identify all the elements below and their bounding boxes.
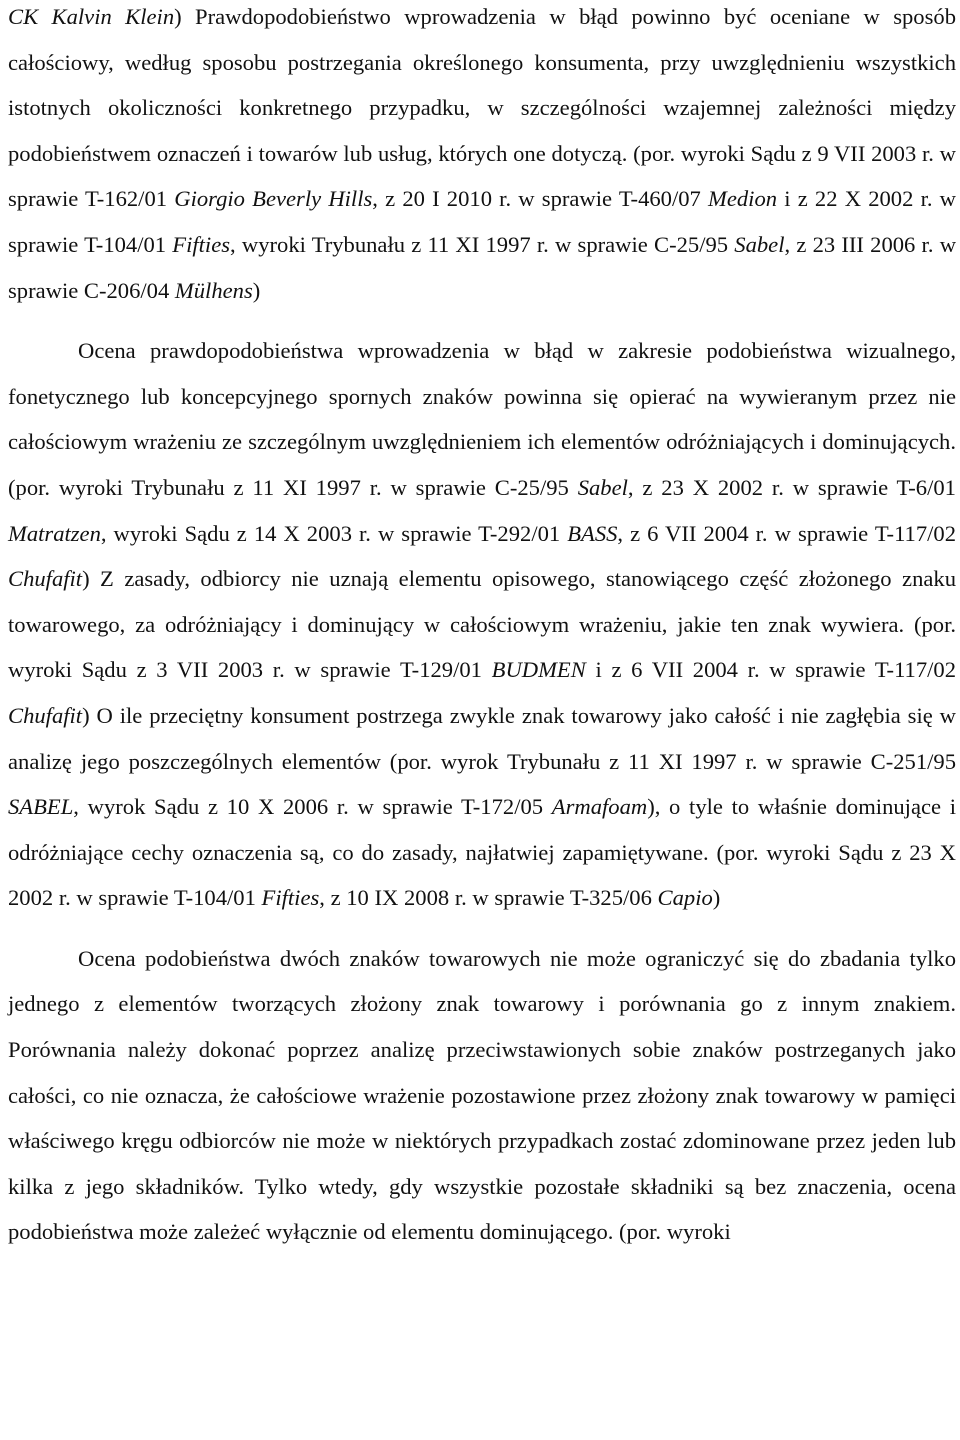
text-run: , z 10 IX 2008 r. w sprawie T-325/06 [319, 885, 658, 911]
text-run: ) Prawdopodobieństwo wprowadzenia w błąd powinno być oceniane w sposób całościowy, według sposobu postrzegania określonego konsumenta, przy uwzględnieniu wszystkich istotnych okoliczności konkretnego przypadku, w szczególności wzajemnej zależności między podobieństwem oznaczeń i towarów lub usług, których one dotyczą. (por. wyroki Sądu z 9 VII 2003 r. w sprawie T-162/01 [8, 4, 956, 212]
text-run: , z 23 X 2002 r. w sprawie T-6/01 [627, 474, 956, 500]
text-run: ), o tyle to właśnie dominujące i odróżniające cechy oznaczenia są, co do zasady, najłatwiej zapamiętywane. (por. wyroki Sądu z 23 X 2002 r. w sprawie T-104/01 [8, 794, 956, 911]
text-run: , wyroki Sądu z 14 X 2003 r. w sprawie T-292/01 [100, 520, 568, 546]
text-run: i z 22 X 2002 r. w sprawie T-104/01 [8, 186, 957, 257]
text-run: , z 6 VII 2004 r. w sprawie T-117/02 [617, 520, 956, 546]
text-run: , wyroki Trybunału z 11 XI 1997 r. w sprawie C-25/95 [230, 231, 735, 257]
italic-case-name: BUDMEN [491, 657, 586, 683]
italic-case-name: Fifties [172, 231, 231, 257]
text-run: ) O ile przeciętny konsument postrzega zwykle znak towarowy jako całość i nie zagłębia się w analizę jego poszczególnych elementów (por. wyrok Trybunału z 11 XI 1997 r. w sprawie C-251/95 [8, 702, 956, 774]
italic-case-name: Sabel [734, 231, 785, 257]
italic-case-name: Medion [708, 186, 778, 212]
text-run: , wyrok Sądu z 10 X 2006 r. w sprawie T-172/05 [73, 794, 552, 820]
text-run: Ocena podobieństwa dwóch znaków towarowych nie może ograniczyć się do zbadania tylko jednego z elementów tworzących złożony znak towarowy i porównania go z innym znakiem. Porównania należy dokonać poprzez analizę przeciwstawionych sobie znaków postrzeganych jako całości, co nie oznacza, że całościowe wrażenie pozostawione przez złożony znak towarowy w pamięci właściwego kręgu odbiorców nie może w niektórych przypadkach zostać zdominowane przez jeden lub kilka z jego składników. Tylko wtedy, gdy wszystkie pozostałe składniki są bez znaczenia, ocena podobieństwa może zależeć wyłącznie od elementu dominującego. (por. wyroki [8, 945, 956, 1245]
italic-case-name: BASS [567, 520, 618, 546]
paragraph-3 [8, 936, 956, 1255]
italic-case-name: CK Kalvin Klein [8, 4, 175, 29]
text-run: ) [252, 277, 261, 303]
text-run: , z 23 III 2006 r. w sprawie C-206/04 [8, 231, 957, 303]
text-run: , z 20 I 2010 r. w sprawie T-460/07 [372, 186, 709, 212]
text-run: Ocena prawdopodobieństwa wprowadzenia w błąd w zakresie podobieństwa wizualnego, fonetycznego lub koncepcyjnego spornych znaków powinna się opierać na wywieranym przez nie całościowym wrażeniu ze szczególnym uwzględnieniem ich elementów odróżniających i dominujących. (por. wyroki Trybunału z 11 XI 1997 r. w sprawie C-25/95 [8, 338, 956, 500]
italic-case-name: Capio [657, 885, 713, 911]
italic-case-name: Chufafit [8, 702, 83, 728]
italic-case-name: Matratzen [8, 520, 101, 546]
text-run: i z 6 VII 2004 r. w sprawie T-117/02 [585, 657, 956, 683]
italic-case-name: Giorgio Beverly Hills [174, 186, 373, 212]
italic-case-name: Armafoam [551, 794, 648, 820]
text-run: ) Z zasady, odbiorcy nie uznają elementu opisowego, stanowiącego część złożonego znaku towarowego, za odróżniający i dominujący w całościowym wrażeniu, jakie ten znak wywiera. (por. wyroki Sądu z 3 VII 2003 r. w sprawie T-129/01 [8, 566, 956, 683]
italic-case-name: Mülhens [174, 277, 253, 303]
italic-case-name: SABEL [8, 794, 74, 820]
document-page [8, 0, 956, 1255]
italic-case-name: Sabel [577, 474, 628, 500]
italic-case-name: Fifties [261, 885, 320, 911]
paragraph-1 [8, 0, 956, 313]
italic-case-name: Chufafit [8, 566, 83, 592]
paragraph-2 [8, 328, 956, 921]
text-run: ) [712, 885, 721, 911]
